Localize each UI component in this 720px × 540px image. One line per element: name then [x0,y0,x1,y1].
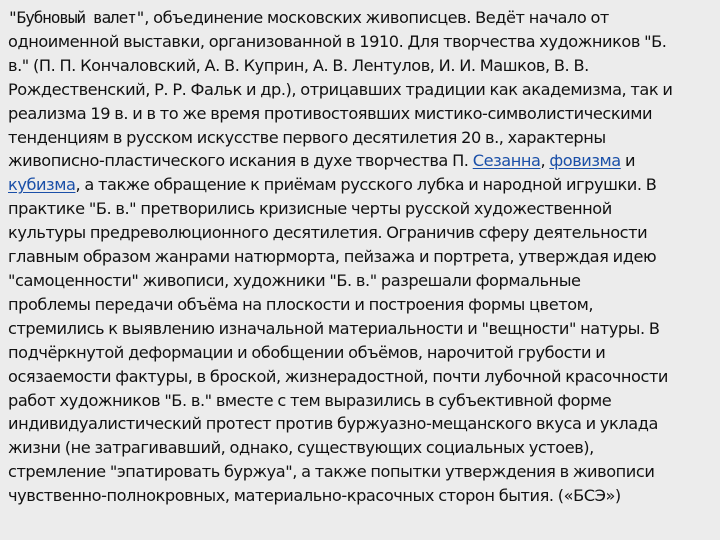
article-line: работ художников "Б. в." вместе с тем выразились в субъективной форме [8,390,612,410]
link-fauvism[interactable]: фовизма [549,151,621,171]
article-line: реализма 19 в. и в то же время противостоявших мистико-символистическими [8,103,653,123]
article-line: в." (П. П. Кончаловский, А. В. Куприн, А. В. Лентулов, И. И. Машков, В. В. [8,55,589,75]
article-line: жизни (не затрагивавший, однако, существующих социальных устоев), [8,438,594,458]
article-line-text: , а также обращение к приёмам русского лубка и народной игрушки. В [75,175,657,195]
article-line: стремление "эпатировать буржуа", а также попытки утверждения в живописи [8,462,655,482]
article-line [8,173,716,197]
article-line [8,6,716,30]
article-line: главным образом жанрами натюрморта, пейзажа и портрета, утверждая идею [8,247,657,267]
article-line: одноименной выставки, организованной в 1910. Для творчества художников "Б. [8,31,667,51]
article-line: чувственно-полнокровных, материально-красочных сторон бытия. («БСЭ») [8,486,621,506]
article-line: практике "Б. в." претворились кризисные черты русской художественной [8,199,612,219]
article-line: тенденциям в русском искусстве первого десятилетия 20 в., характерны [8,127,606,147]
article-line: осязаемости фактуры, в броской, жизнерадостной, почти лубочной красочности [8,366,668,386]
article-line: стремились к выявлению изначальной материальности и "вещности" натуры. В [8,318,660,338]
article-line: индивидуалистический протест против буржуазно-мещанского вкуса и уклада [8,414,658,434]
link-cezanne[interactable]: Сезанна [472,151,541,171]
article-line: "самоценности" живописи, художники "Б. в." разрешали формальные [8,270,581,290]
article-line [8,149,716,173]
article-line: проблемы передачи объёма на плоскости и построения формы цветом, [8,294,594,314]
encyclopedia-article [8,6,716,508]
article-line-text: и [620,151,636,171]
link-cubism[interactable]: кубизма [8,175,76,195]
article-line-text: , [540,151,550,171]
article-line: подчёркнутой деформации и обобщении объёмов, нарочитой грубости и [8,342,606,362]
article-term: "Бубновый валет" [8,8,145,27]
article-line: Рождественский, Р. Р. Фальк и др.), отрицавших традиции как академизма, так и [8,79,673,99]
article-line-text: живописно-пластического искания в духе творчества П. [8,151,473,171]
article-line: культуры предреволюционного десятилетия. Ограничив сферу деятельности [8,223,648,243]
article-line-text: , объединение московских живописцев. Ведёт начало от [144,8,609,27]
